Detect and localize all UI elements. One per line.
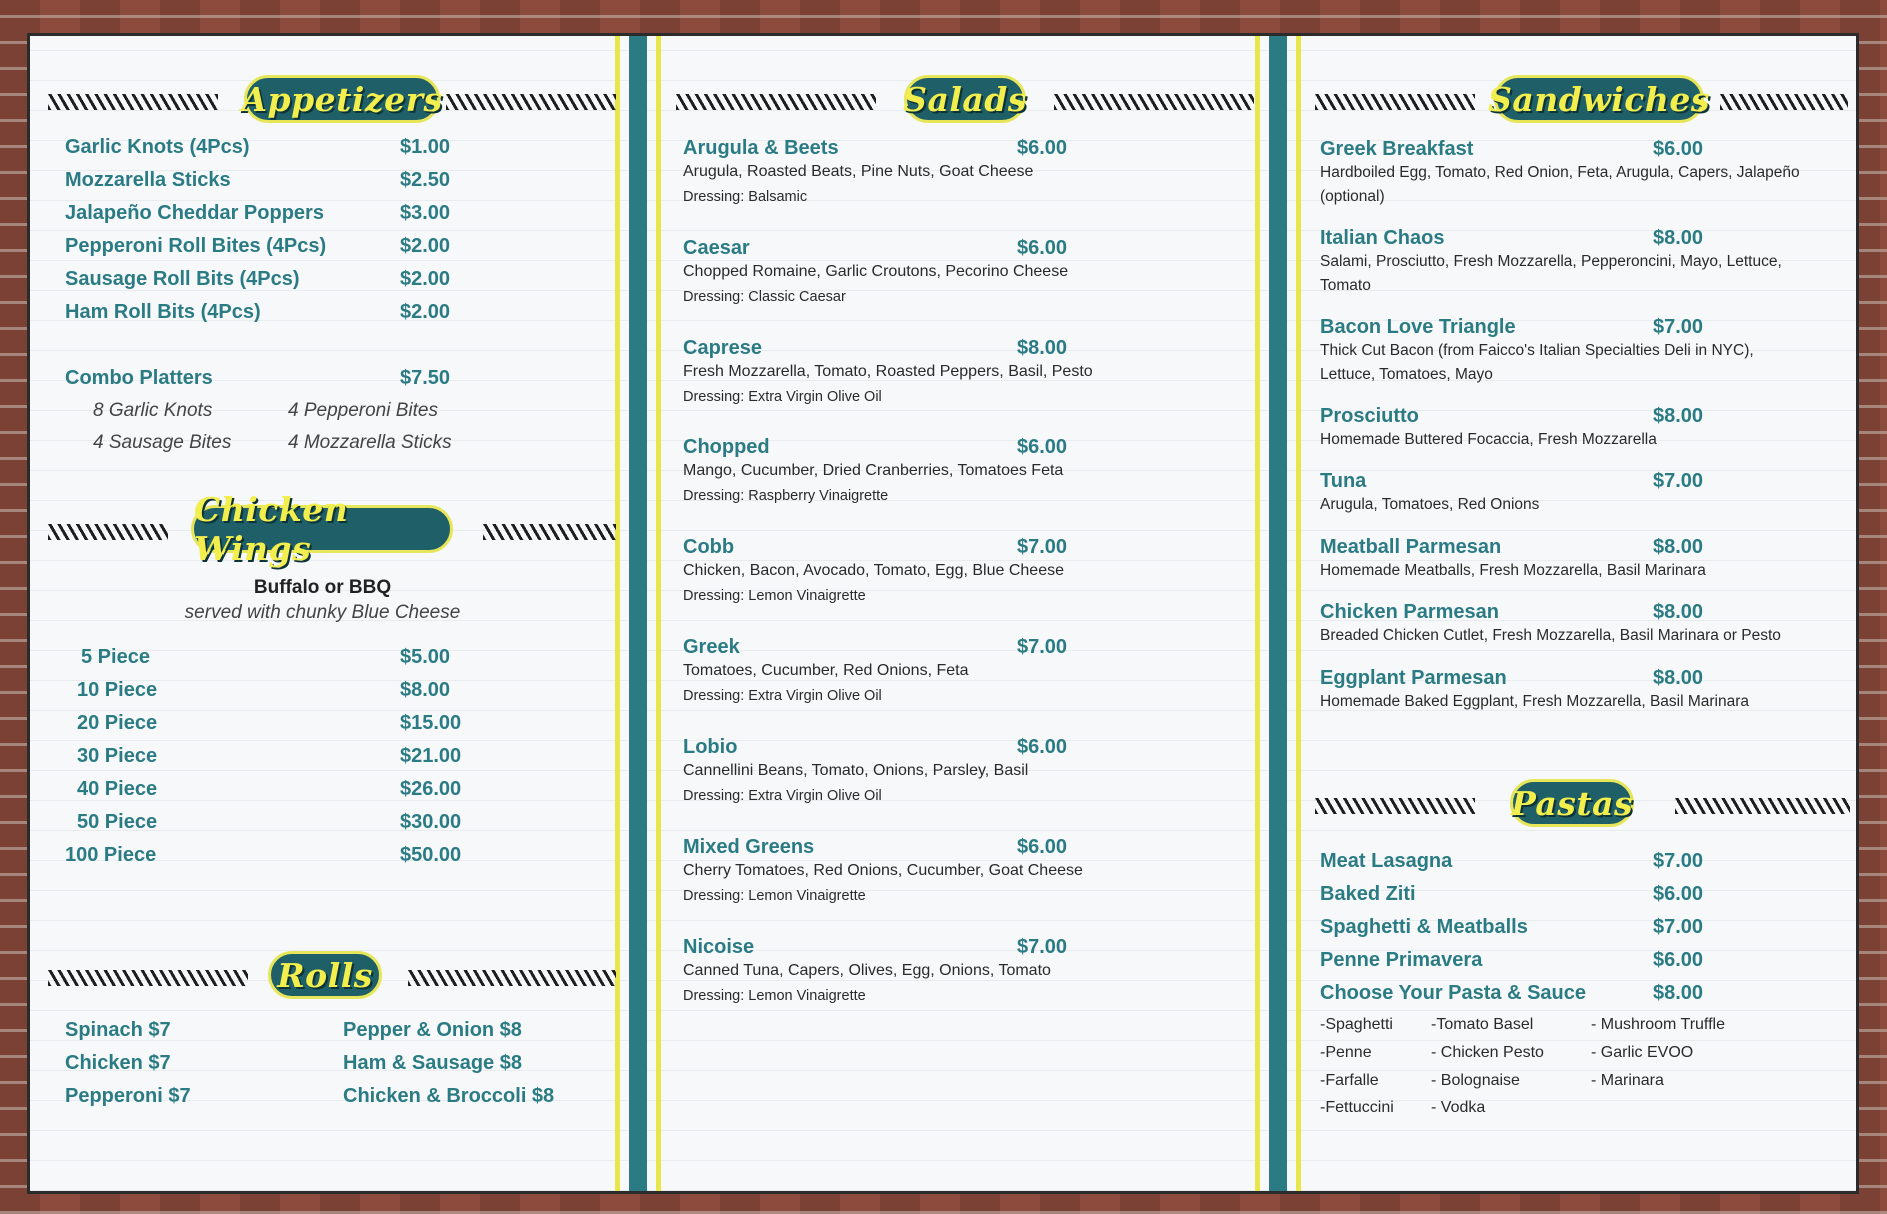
menu-item-price: $15.00 xyxy=(400,712,462,734)
menu-item-name: Garlic Knots (4Pcs) xyxy=(65,136,250,158)
sandwich-price: $8.00 xyxy=(1653,536,1704,558)
pasta-price: $6.00 xyxy=(1653,883,1704,905)
salad-dressing: Dressing: Extra Virgin Olive Oil xyxy=(683,389,882,405)
stripe-decoration xyxy=(446,94,616,110)
menu-item-price: $26.00 xyxy=(400,778,462,800)
menu-item-price: $5.00 xyxy=(400,646,451,668)
menu-item-price: $2.00 xyxy=(400,268,451,290)
pasta-name: Spaghetti & Meatballs xyxy=(1320,916,1528,938)
salad-name: Lobio xyxy=(683,736,738,758)
salad-name: Nicoise xyxy=(683,936,755,958)
salad-dressing: Dressing: Lemon Vinaigrette xyxy=(683,588,866,604)
sandwich-name: Tuna xyxy=(1320,470,1367,492)
salad-desc: Fresh Mozzarella, Tomato, Roasted Peppers, Basil, Pesto xyxy=(683,363,1093,380)
menu-item-price: $21.00 xyxy=(400,745,462,767)
menu-item-name: Pepperoni Roll Bites (4Pcs) xyxy=(65,235,327,257)
sandwich-desc: Homemade Baked Eggplant, Fresh Mozzarella, Basil Marinara xyxy=(1320,693,1750,710)
pasta-sauce: - Bolognaise xyxy=(1431,1072,1520,1089)
sandwich-name: Prosciutto xyxy=(1320,405,1419,427)
roll-item: Ham & Sausage $8 xyxy=(343,1052,522,1074)
combo-content: 8 Garlic Knots xyxy=(93,400,213,421)
right-column xyxy=(1301,36,1856,1191)
pasta-price: $8.00 xyxy=(1653,982,1704,1004)
roll-item: Pepperoni $7 xyxy=(65,1085,191,1107)
salad-price: $7.00 xyxy=(1017,936,1068,958)
menu-item-name: 50 Piece xyxy=(77,811,158,833)
menu-item-name: Jalapeño Cheddar Poppers xyxy=(65,202,324,224)
salad-dressing: Dressing: Extra Virgin Olive Oil xyxy=(683,688,882,704)
menu-board xyxy=(30,36,1856,1191)
sandwich-desc: Hardboiled Egg, Tomato, Red Onion, Feta, Arugula, Capers, Jalapeño xyxy=(1320,164,1800,181)
sandwich-price: $8.00 xyxy=(1653,601,1704,623)
salad-name: Caprese xyxy=(683,337,762,359)
combo-content: 4 Mozzarella Sticks xyxy=(288,432,452,453)
stripe-decoration xyxy=(676,94,876,110)
salad-dressing: Dressing: Raspberry Vinaigrette xyxy=(683,488,889,504)
stripe-decoration xyxy=(1315,798,1475,814)
menu-item-name: Mozzarella Sticks xyxy=(65,169,231,191)
pasta-sauce: -Tomato Basel xyxy=(1431,1016,1534,1033)
sandwich-desc: (optional) xyxy=(1320,188,1385,205)
roll-item: Chicken $7 xyxy=(65,1052,171,1074)
salad-price: $6.00 xyxy=(1017,137,1068,159)
sandwich-name: Italian Chaos xyxy=(1320,227,1445,249)
menu-item-name: 5 Piece xyxy=(81,646,150,668)
rolls-title: Rolls xyxy=(268,951,382,999)
sandwich-desc: Breaded Chicken Cutlet, Fresh Mozzarella, Basil Marinara or Pesto xyxy=(1320,627,1781,644)
pasta-sauce: - Vodka xyxy=(1431,1099,1486,1116)
sandwich-desc: Lettuce, Tomatoes, Mayo xyxy=(1320,366,1493,383)
sandwich-name: Greek Breakfast xyxy=(1320,138,1474,160)
sandwich-desc: Homemade Meatballs, Fresh Mozzarella, Basil Marinara xyxy=(1320,562,1706,579)
pasta-price: $7.00 xyxy=(1653,850,1704,872)
salad-desc: Chopped Romaine, Garlic Croutons, Pecorino Cheese xyxy=(683,263,1069,280)
salad-desc: Tomatoes, Cucumber, Red Onions, Feta xyxy=(683,662,969,679)
column-divider-left xyxy=(615,36,661,1191)
sandwich-price: $8.00 xyxy=(1653,667,1704,689)
salad-price: $7.00 xyxy=(1017,636,1068,658)
combo-content: 4 Pepperoni Bites xyxy=(288,400,438,421)
salad-name: Arugula & Beets xyxy=(683,137,839,159)
salad-price: $6.00 xyxy=(1017,436,1068,458)
stripe-decoration xyxy=(48,524,168,540)
menu-item-name: 20 Piece xyxy=(77,712,158,734)
roll-item: Spinach $7 xyxy=(65,1019,171,1041)
combo-content: 4 Sausage Bites xyxy=(93,432,232,453)
sandwich-desc: Salami, Prosciutto, Fresh Mozzarella, Pepperoncini, Mayo, Lettuce, xyxy=(1320,253,1782,270)
salad-name: Greek xyxy=(683,636,740,658)
salad-dressing: Dressing: Lemon Vinaigrette xyxy=(683,888,866,904)
salad-desc: Cherry Tomatoes, Red Onions, Cucumber, Goat Cheese xyxy=(683,862,1083,879)
salad-name: Caesar xyxy=(683,237,750,259)
pasta-name: Baked Ziti xyxy=(1320,883,1416,905)
rolls-header xyxy=(48,948,608,1008)
chicken-wings-header xyxy=(48,490,608,568)
pasta-name: Meat Lasagna xyxy=(1320,850,1453,872)
salad-name: Mixed Greens xyxy=(683,836,815,858)
menu-item-price: $1.00 xyxy=(400,136,451,158)
wings-flavor: Buffalo or BBQ xyxy=(253,577,392,598)
salad-price: $6.00 xyxy=(1017,237,1068,259)
sandwich-price: $7.00 xyxy=(1653,470,1704,492)
stripe-decoration xyxy=(483,524,616,540)
menu-item-price: $50.00 xyxy=(400,844,462,866)
combo-name: Combo Platters xyxy=(65,367,213,389)
menu-item-price: $2.50 xyxy=(400,169,451,191)
menu-item-price: $8.00 xyxy=(400,679,451,701)
menu-item-price: $2.00 xyxy=(400,235,451,257)
salad-desc: Mango, Cucumber, Dried Cranberries, Tomatoes Feta xyxy=(683,462,1064,479)
salad-dressing: Dressing: Extra Virgin Olive Oil xyxy=(683,788,882,804)
stripe-decoration xyxy=(1720,94,1848,110)
salad-dressing: Dressing: Balsamic xyxy=(683,189,808,205)
pasta-shape: -Farfalle xyxy=(1320,1072,1379,1089)
stripe-decoration xyxy=(408,970,616,986)
stripe-decoration xyxy=(1675,798,1850,814)
pasta-sauce: - Marinara xyxy=(1591,1072,1664,1089)
salad-desc: Cannellini Beans, Tomato, Onions, Parsley, Basil xyxy=(683,762,1029,779)
sandwich-price: $6.00 xyxy=(1653,138,1704,160)
pasta-price: $6.00 xyxy=(1653,949,1704,971)
menu-item-name: 100 Piece xyxy=(65,844,157,866)
combo-price: $7.50 xyxy=(400,367,451,389)
stripe-decoration xyxy=(1315,94,1475,110)
sandwich-desc: Homemade Buttered Focaccia, Fresh Mozzarella xyxy=(1320,431,1657,448)
sandwich-price: $7.00 xyxy=(1653,316,1704,338)
pasta-name: Choose Your Pasta & Sauce xyxy=(1320,982,1587,1004)
salads-title: Salads xyxy=(904,75,1026,123)
sandwich-name: Meatball Parmesan xyxy=(1320,536,1502,558)
pasta-shape: -Spaghetti xyxy=(1320,1016,1393,1033)
pasta-sauce: - Mushroom Truffle xyxy=(1591,1016,1725,1033)
appetizers-title: Appetizers xyxy=(244,75,440,123)
pasta-name: Penne Primavera xyxy=(1320,949,1483,971)
sandwich-name: Chicken Parmesan xyxy=(1320,601,1499,623)
appetizers-header xyxy=(48,72,608,132)
sandwich-price: $8.00 xyxy=(1653,227,1704,249)
pastas-title: Pastas xyxy=(1510,779,1634,827)
salad-price: $8.00 xyxy=(1017,337,1068,359)
menu-item-price: $2.00 xyxy=(400,301,451,323)
pasta-sauce: - Garlic EVOO xyxy=(1591,1044,1694,1061)
sandwich-desc: Thick Cut Bacon (from Faicco's Italian Specialties Deli in NYC), xyxy=(1320,342,1754,359)
left-column xyxy=(30,36,615,1191)
menu-item-name: 30 Piece xyxy=(77,745,158,767)
wings-note: served with chunky Blue Cheese xyxy=(184,602,461,623)
salad-name: Chopped xyxy=(683,436,770,458)
chicken-wings-title: Chicken Wings xyxy=(191,505,453,553)
sandwich-desc: Tomato xyxy=(1320,277,1371,294)
menu-item-name: Sausage Roll Bits (4Pcs) xyxy=(65,268,300,290)
roll-item: Chicken & Broccoli $8 xyxy=(343,1085,555,1107)
sandwich-desc: Arugula, Tomatoes, Red Onions xyxy=(1320,496,1540,513)
sandwich-name: Bacon Love Triangle xyxy=(1320,316,1516,338)
salad-desc: Arugula, Roasted Beats, Pine Nuts, Goat Cheese xyxy=(683,163,1034,180)
sandwiches-header xyxy=(1315,72,1845,132)
column-divider-right xyxy=(1255,36,1301,1191)
pasta-price: $7.00 xyxy=(1653,916,1704,938)
stripe-decoration xyxy=(48,94,218,110)
sandwich-price: $8.00 xyxy=(1653,405,1704,427)
roll-item: Pepper & Onion $8 xyxy=(343,1019,522,1041)
salad-desc: Canned Tuna, Capers, Olives, Egg, Onions, Tomato xyxy=(683,962,1051,979)
middle-column xyxy=(661,36,1255,1191)
pastas-header xyxy=(1315,776,1845,836)
pasta-sauce: - Chicken Pesto xyxy=(1431,1044,1544,1061)
salad-dressing: Dressing: Lemon Vinaigrette xyxy=(683,988,866,1004)
menu-item-name: Ham Roll Bits (4Pcs) xyxy=(65,301,261,323)
pasta-shape: -Fettuccini xyxy=(1320,1099,1394,1116)
sandwich-name: Eggplant Parmesan xyxy=(1320,667,1507,689)
stripe-decoration xyxy=(1054,94,1254,110)
salad-price: $6.00 xyxy=(1017,736,1068,758)
salad-price: $6.00 xyxy=(1017,836,1068,858)
menu-item-name: 40 Piece xyxy=(77,778,158,800)
salad-name: Cobb xyxy=(683,536,735,558)
salads-header xyxy=(676,72,1242,132)
menu-item-price: $3.00 xyxy=(400,202,451,224)
salad-desc: Chicken, Bacon, Avocado, Tomato, Egg, Blue Cheese xyxy=(683,562,1064,579)
stripe-decoration xyxy=(48,970,248,986)
menu-item-name: 10 Piece xyxy=(77,679,158,701)
pasta-shape: -Penne xyxy=(1320,1044,1372,1061)
menu-item-price: $30.00 xyxy=(400,811,462,833)
salad-dressing: Dressing: Classic Caesar xyxy=(683,289,846,305)
salad-price: $7.00 xyxy=(1017,536,1068,558)
sandwiches-title: Sandwiches xyxy=(1494,75,1704,123)
